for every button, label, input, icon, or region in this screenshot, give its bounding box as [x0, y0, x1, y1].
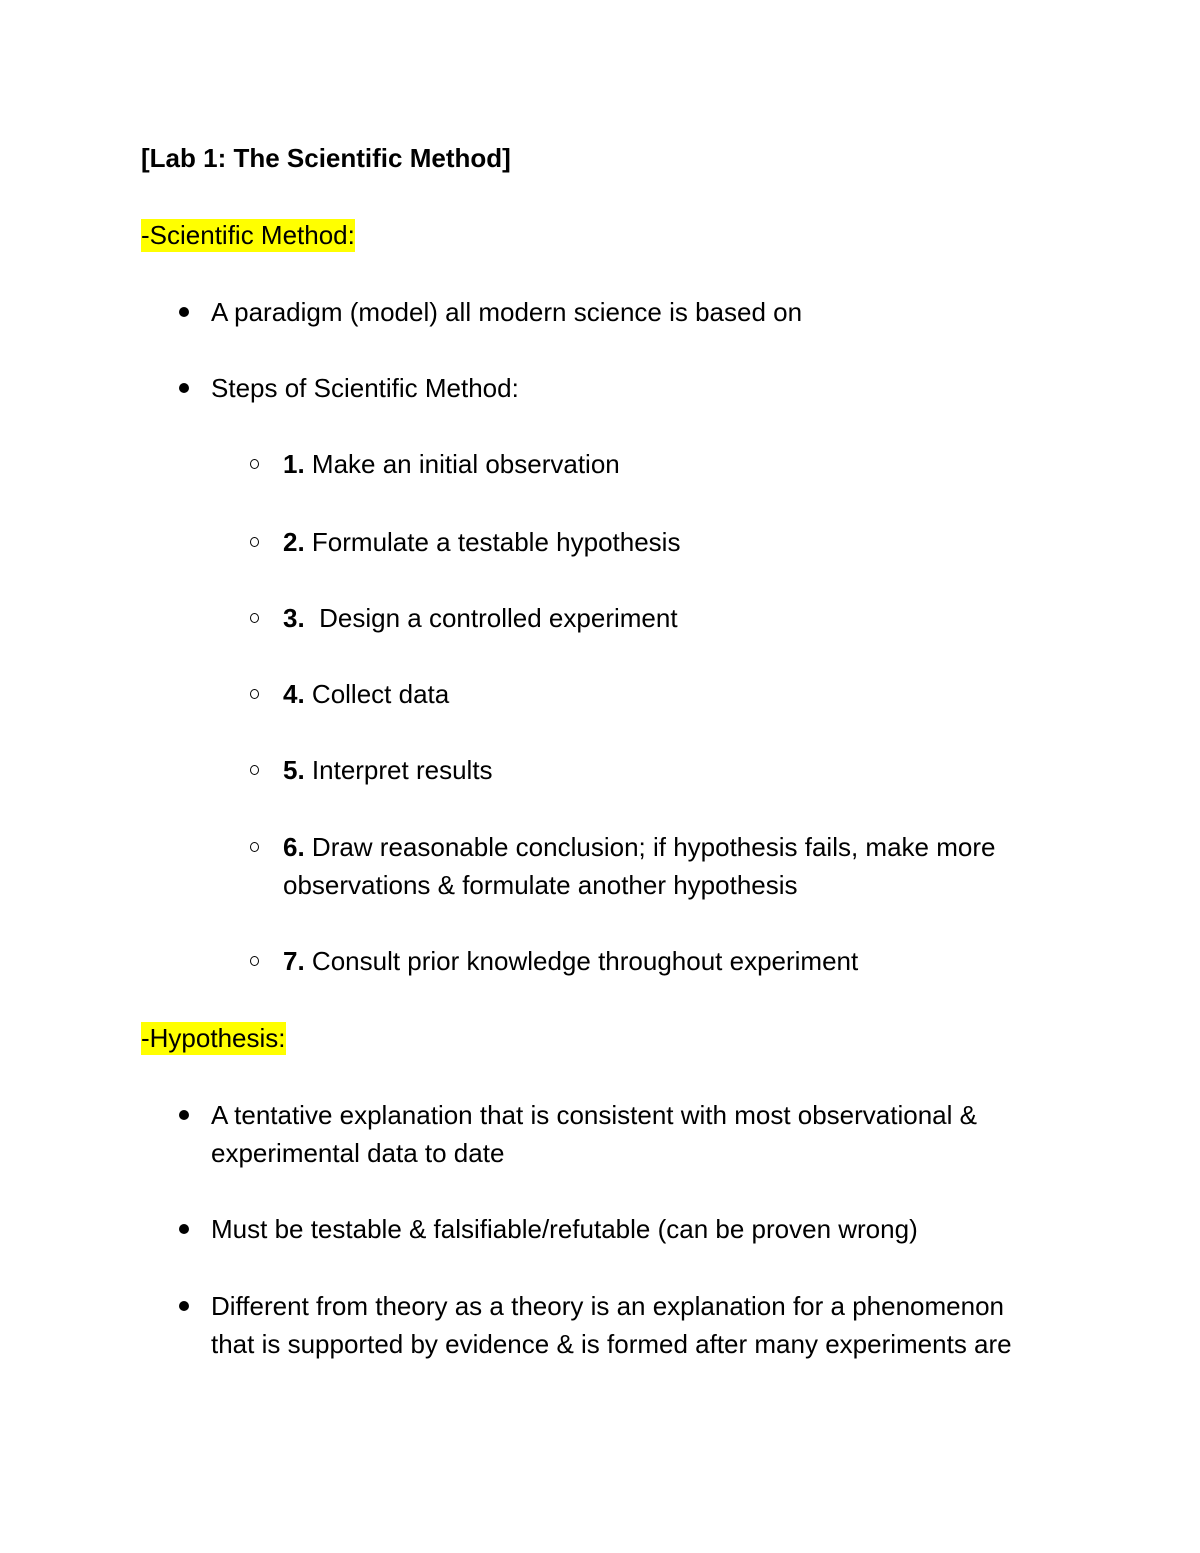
- step-number: 7.: [283, 946, 305, 976]
- step-text-continued: observations & formulate another hypothesis: [283, 870, 798, 900]
- bullet-dot-icon: [179, 383, 189, 393]
- list-item: Different from theory as a theory is an explanation for a phenomenon: [211, 1291, 1004, 1321]
- step-item: [283, 751, 493, 789]
- hollow-bullet-icon: [250, 689, 259, 699]
- bullet-dot-icon: [179, 1110, 189, 1120]
- hollow-bullet-icon: [250, 842, 259, 852]
- document-title: [Lab 1: The Scientific Method]: [141, 143, 511, 173]
- step-number: 6.: [283, 832, 305, 862]
- step-item: [283, 523, 680, 561]
- list-item: Must be testable & falsifiable/refutable (can be proven wrong): [211, 1214, 918, 1244]
- step-text: Interpret results: [304, 755, 493, 785]
- bullet-dot-icon: [179, 1301, 189, 1311]
- bullet-dot-icon: [179, 307, 189, 317]
- step-number: 3.: [283, 603, 305, 633]
- step-item: [283, 599, 678, 637]
- highlight: -Scientific Method:: [141, 220, 355, 250]
- list-item: A paradigm (model) all modern science is based on: [211, 297, 803, 327]
- step-item: [283, 675, 449, 713]
- step-text: Draw reasonable conclusion; if hypothesis fails, make more: [304, 832, 996, 862]
- step-number: 5.: [283, 755, 305, 785]
- step-text: Make an initial observation: [304, 449, 620, 479]
- hollow-bullet-icon: [250, 459, 259, 469]
- step-text: Formulate a testable hypothesis: [304, 527, 681, 557]
- hollow-bullet-icon: [250, 613, 259, 623]
- step-number: 4.: [283, 679, 305, 709]
- highlight: -Hypothesis:: [141, 1023, 286, 1053]
- section-heading-hypothesis: [141, 1019, 286, 1057]
- hollow-bullet-icon: [250, 765, 259, 775]
- step-text: Consult prior knowledge throughout experiment: [304, 946, 859, 976]
- step-number: 1.: [283, 449, 305, 479]
- list-item-continued: experimental data to date: [211, 1138, 505, 1168]
- hollow-bullet-icon: [250, 956, 259, 966]
- list-item: Steps of Scientific Method:: [211, 373, 519, 403]
- list-item: A tentative explanation that is consistent with most observational &: [211, 1100, 977, 1130]
- step-item: [283, 445, 620, 483]
- step-item: [283, 828, 995, 866]
- section-heading-scientific-method: [141, 216, 355, 254]
- step-text: Design a controlled experiment: [304, 603, 678, 633]
- step-item: [283, 942, 858, 980]
- step-number: 2.: [283, 527, 305, 557]
- list-item-continued: that is supported by evidence & is formed after many experiments are: [211, 1329, 1012, 1359]
- bullet-dot-icon: [179, 1224, 189, 1234]
- hollow-bullet-icon: [250, 537, 259, 547]
- step-text: Collect data: [304, 679, 450, 709]
